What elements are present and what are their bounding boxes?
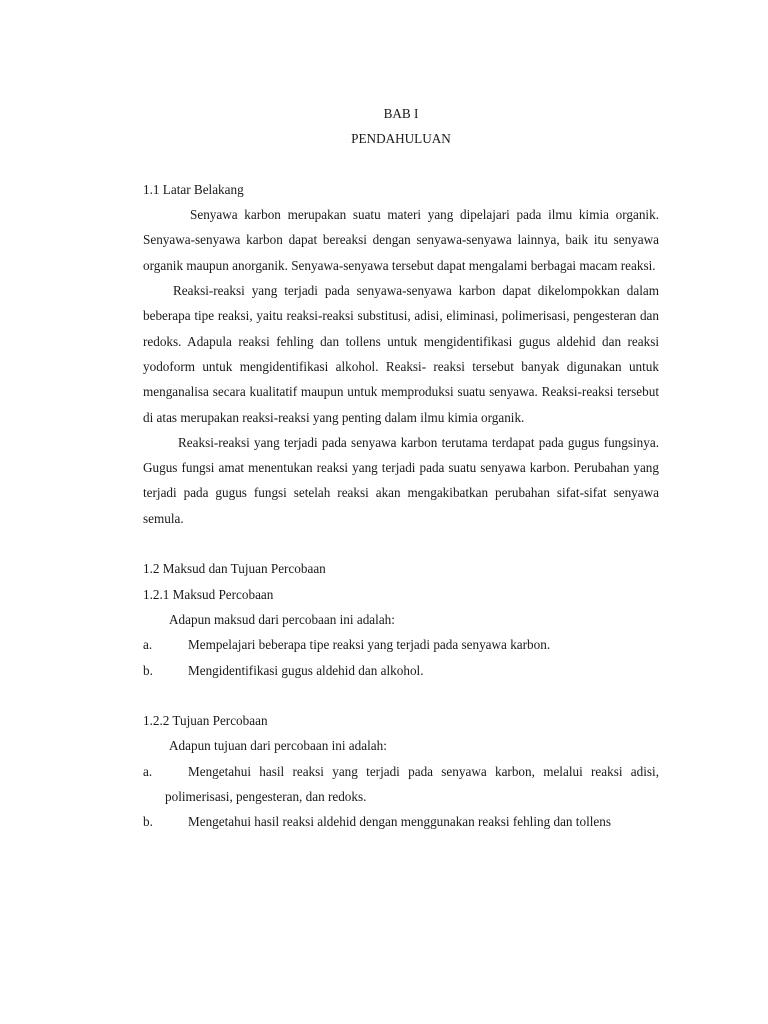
maksud-intro: Adapun maksud dari percobaan ini adalah: <box>169 611 395 627</box>
section-heading-latar-belakang: 1.1 Latar Belakang <box>143 181 244 197</box>
list-item-text: Mempelajari beberapa tipe reaksi yang terjadi pada senyawa karbon. <box>188 637 551 653</box>
list-marker: a. <box>143 763 153 779</box>
list-marker: b. <box>143 662 153 678</box>
spacer <box>143 152 659 177</box>
chapter-number: BAB I <box>383 106 419 121</box>
tujuan-intro: Adapun tujuan dari percobaan ini adalah: <box>169 738 387 754</box>
subsection-heading-tujuan: 1.2.2 Tujuan Percobaan <box>143 713 268 729</box>
chapter-title: PENDAHULUAN <box>351 131 451 147</box>
list-item <box>143 809 659 834</box>
section-heading-maksud-tujuan: 1.2 Maksud dan Tujuan Percobaan <box>143 561 326 577</box>
body-paragraph: Reaksi-reaksi yang terjadi pada senyawa karbon terutama terdapat pada gugus fungsinya. Gugus fungsi amat menentukan reaksi yang terjadi pada suatu senyawa karbon. Perubahan yang terjadi pada gugus fungsi setelah reaksi akan mengakibatkan perubahan sifat-sifat senyawa semula. <box>143 434 659 526</box>
list-item-text: Mengetahui hasil reaksi yang terjadi pada senyawa karbon, melalui reaksi adisi, polimerisasi, pengesteran, dan redoks. <box>165 763 659 805</box>
list-item-text: Mengetahui hasil reaksi aldehid dengan menggunakan reaksi fehling dan tollens <box>188 814 611 830</box>
list-marker: a. <box>143 637 153 653</box>
spacer <box>143 531 659 556</box>
body-paragraph: Reaksi-reaksi yang terjadi pada senyawa-senyawa karbon dapat dikelompokkan dalam beberapa tipe reaksi, yaitu reaksi-reaksi substitusi, adisi, eliminasi, polimerisasi, pengesteran dan redoks. Adapula reaksi fehling dan tollens untuk mengidentifikasi gugus aldehid dan reaksi yodoform untuk mengidentifikasi alkohol. Reaksi- reaksi tersebut banyak digunakan untuk menganalisa secara kualitatif maupun untuk memproduksi suatu senyawa. Reaksi-reaksi tersebut di atas merupakan reaksi-reaksi yang penting dalam ilmu kimia organik. <box>143 283 659 425</box>
spacer <box>143 683 659 708</box>
body-paragraph: Senyawa karbon merupakan suatu materi yang dipelajari pada ilmu kimia organik. Senyawa-senyawa karbon dapat bereaksi dengan senyawa-senyawa lainnya, baik itu senyawa organik maupun anorganik. Senyawa-senyawa tersebut dapat mengalami berbagai macam reaksi. <box>143 207 659 273</box>
list-item <box>143 759 659 810</box>
list-marker: b. <box>143 814 153 830</box>
list-item <box>143 632 659 657</box>
subsection-heading-maksud: 1.2.1 Maksud Percobaan <box>143 586 274 602</box>
list-item <box>143 658 659 683</box>
document-page <box>143 101 659 835</box>
list-item-text: Mengidentifikasi gugus aldehid dan alkohol. <box>188 662 424 678</box>
